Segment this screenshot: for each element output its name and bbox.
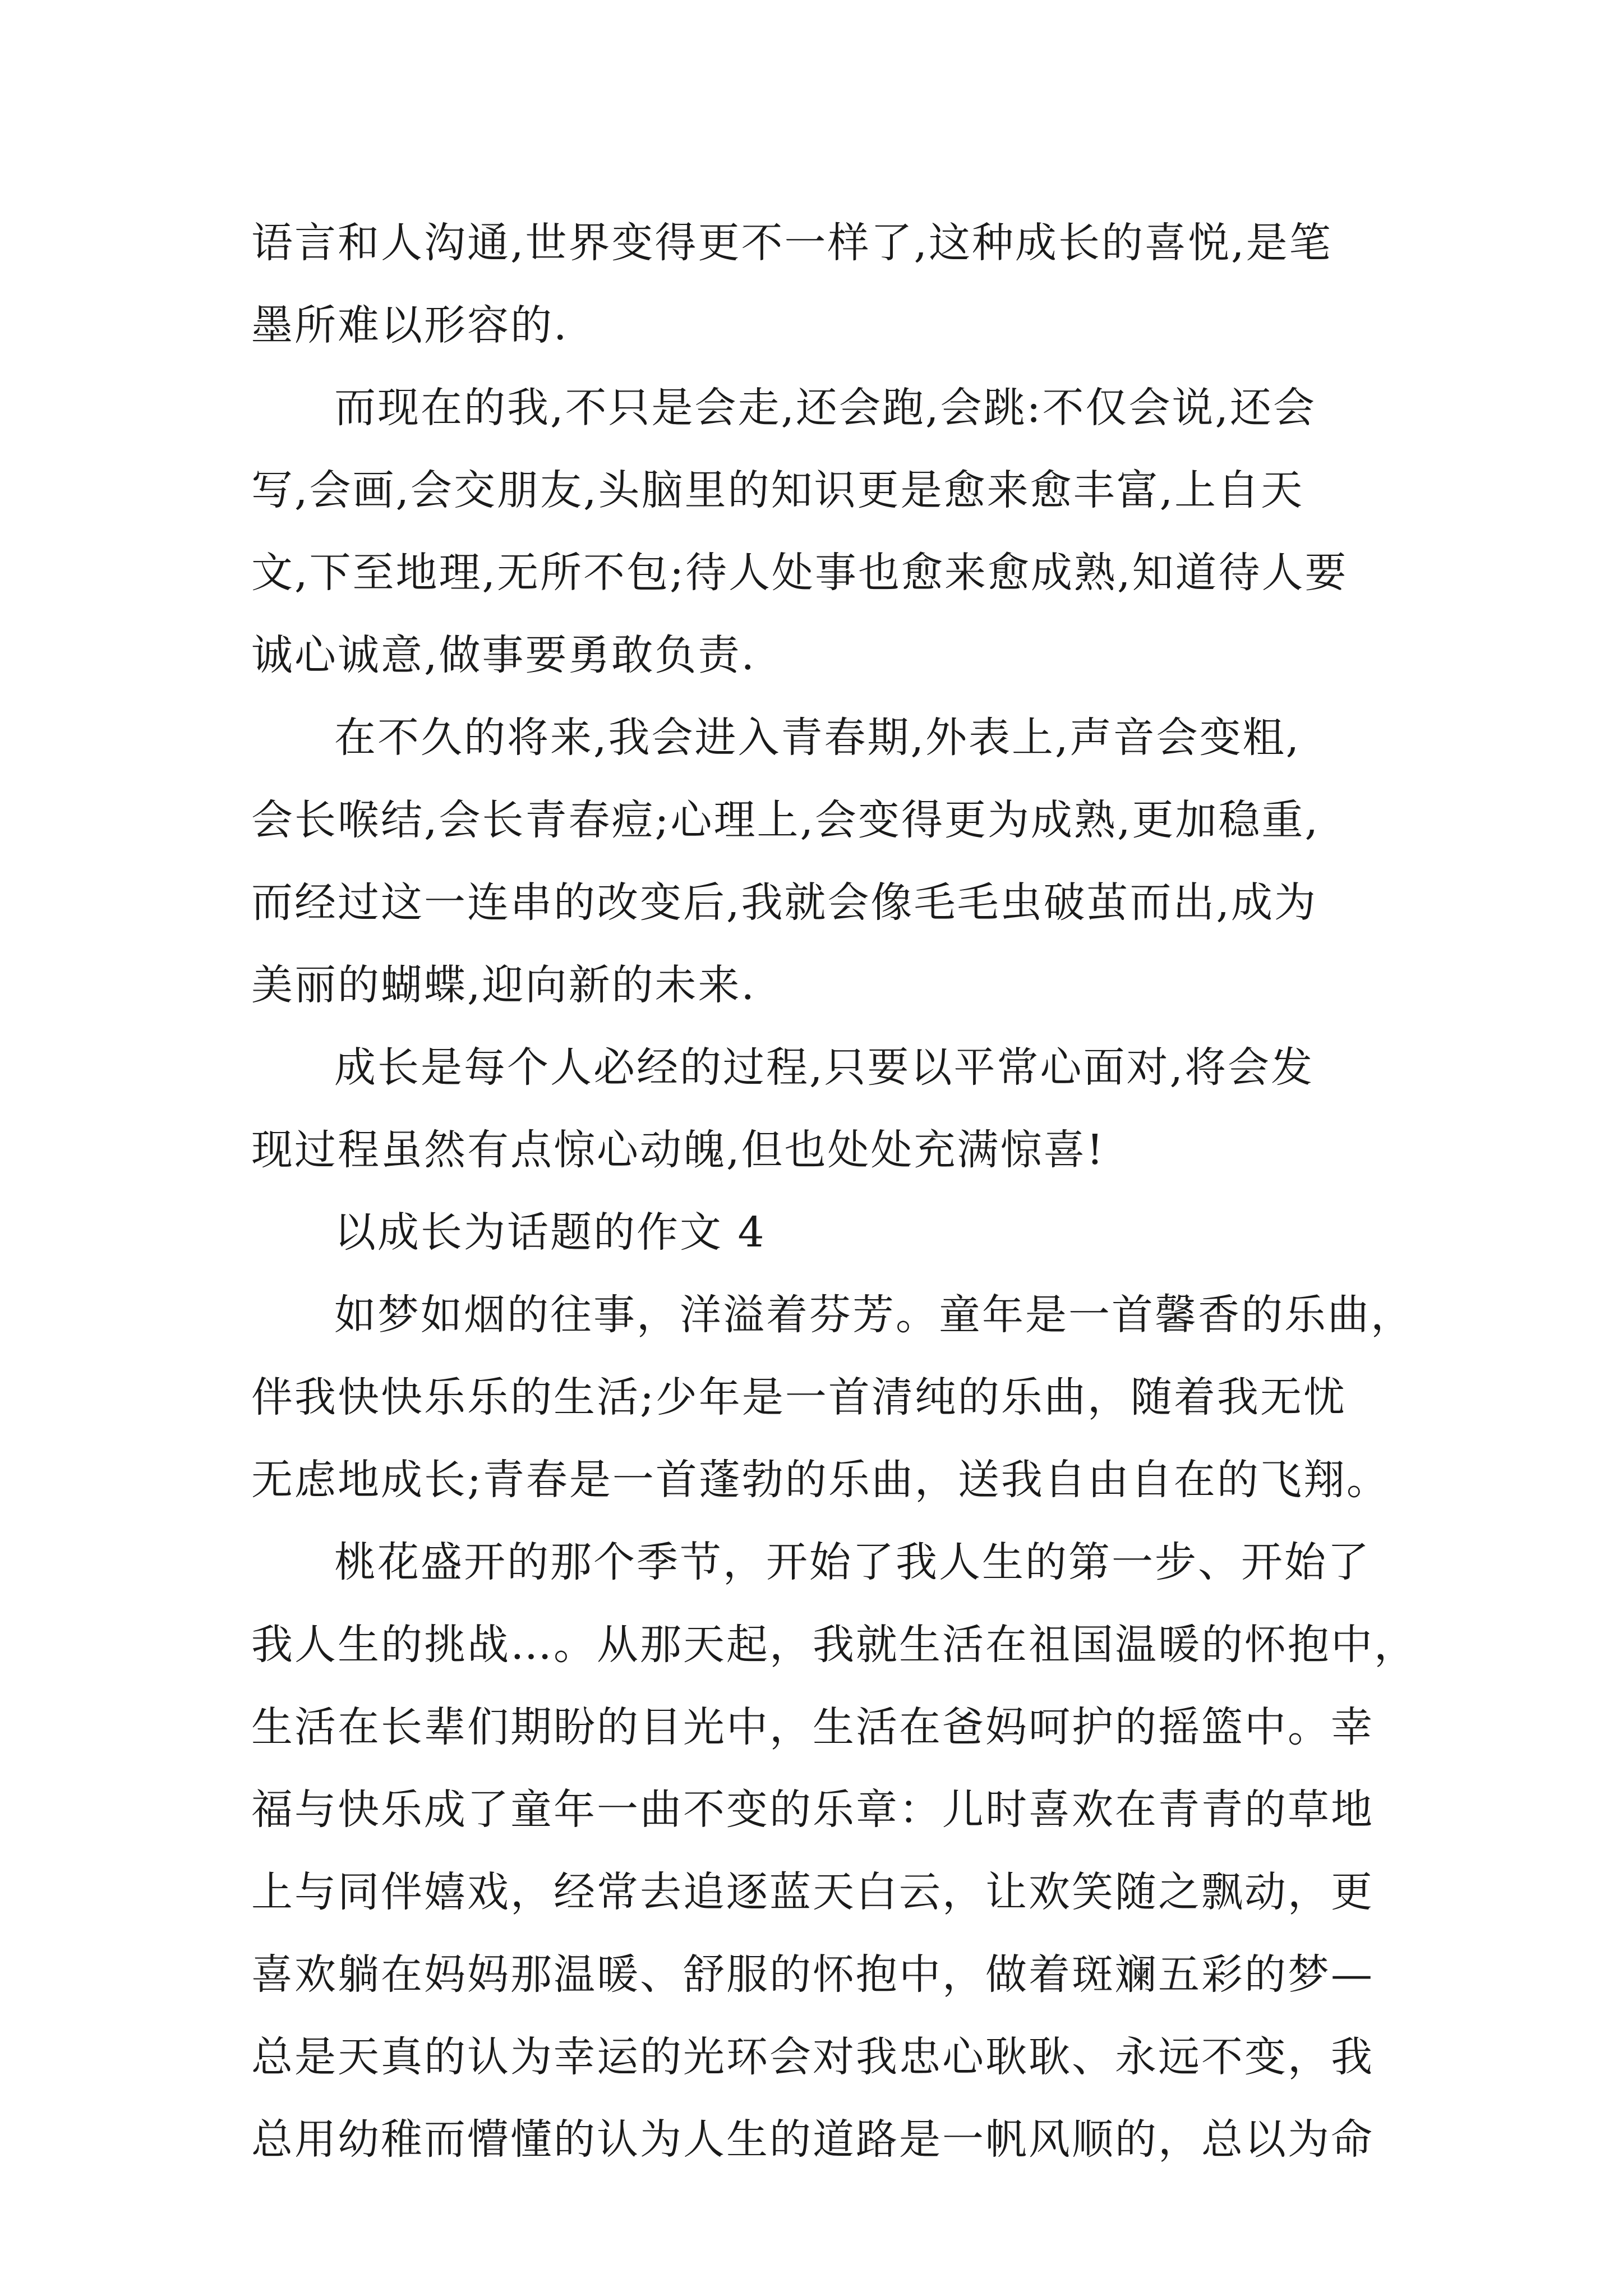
text-line: 总用幼稚而懵懂的认为人生的道路是一帆风顺的，总以为命 [251,2115,1374,2164]
text-line: 而现在的我,不只是会走,还会跑,会跳:不仅会说,还会 [334,384,1317,432]
text-line: 语言和人沟通,世界变得更不一样了,这种成长的喜悦,是笔 [251,219,1332,267]
essay-text [251,202,1417,2181]
text-line: 墨所难以形容的. [251,301,569,349]
text-line: 如梦如烟的往事，洋溢着芬芳。童年是一首馨香的乐曲， [334,1291,1414,1339]
text-line: 伴我快快乐乐的生活;少年是一首清纯的乐曲，随着我无忧 [251,1373,1347,1421]
text-line: 成长是每个人必经的过程,只要以平常心面对,将会发 [334,1043,1315,1092]
text-line: 福与快乐成了童年一曲不变的乐章：儿时喜欢在青青的草地 [251,1786,1374,1834]
text-line: 桃花盛开的那个季节，开始了我人生的第一步、开始了 [334,1538,1371,1586]
text-line: 喜欢躺在妈妈那温暖、舒服的怀抱中，做着斑斓五彩的梦— [251,1950,1374,1999]
text-line: 现过程虽然有点惊心动魄,但也处处充满惊喜! [251,1126,1105,1174]
text-line: 而经过这一连串的改变后,我就会像毛毛虫破茧而出,成为 [251,878,1318,927]
text-line: 在不久的将来,我会进入青春期,外表上,声音会变粗, [334,714,1301,762]
text-line: 文,下至地理,无所不包;待人处事也愈来愈成熟,知道待人要 [251,549,1348,597]
text-line: 总是天真的认为幸运的光环会对我忠心耿耿、永远不变，我 [251,2033,1374,2081]
text-line: 会长喉结,会长青春痘;心理上,会变得更为成熟,更加稳重, [251,796,1320,844]
text-line: 我人生的挑战…。从那天起，我就生活在祖国温暖的怀抱中， [251,1621,1417,1669]
text-line: 上与同伴嬉戏，经常去追逐蓝天白云，让欢笑随之飘动，更 [251,1868,1374,1916]
text-line: 无虑地成长;青春是一首蓬勃的乐曲，送我自由自在的飞翔。 [251,1456,1390,1504]
text-line: 美丽的蝴蝶,迎向新的未来. [251,961,757,1009]
text-line: 诚心诚意,做事要勇敢负责. [251,631,757,679]
text-line: 写,会画,会交朋友,头脑里的知识更是愈来愈丰富,上自天 [251,466,1304,514]
section-heading: 以成长为话题的作文 4 [334,1208,766,1257]
text-line: 生活在长辈们期盼的目光中，生活在爸妈呵护的摇篮中。幸 [251,1703,1374,1751]
